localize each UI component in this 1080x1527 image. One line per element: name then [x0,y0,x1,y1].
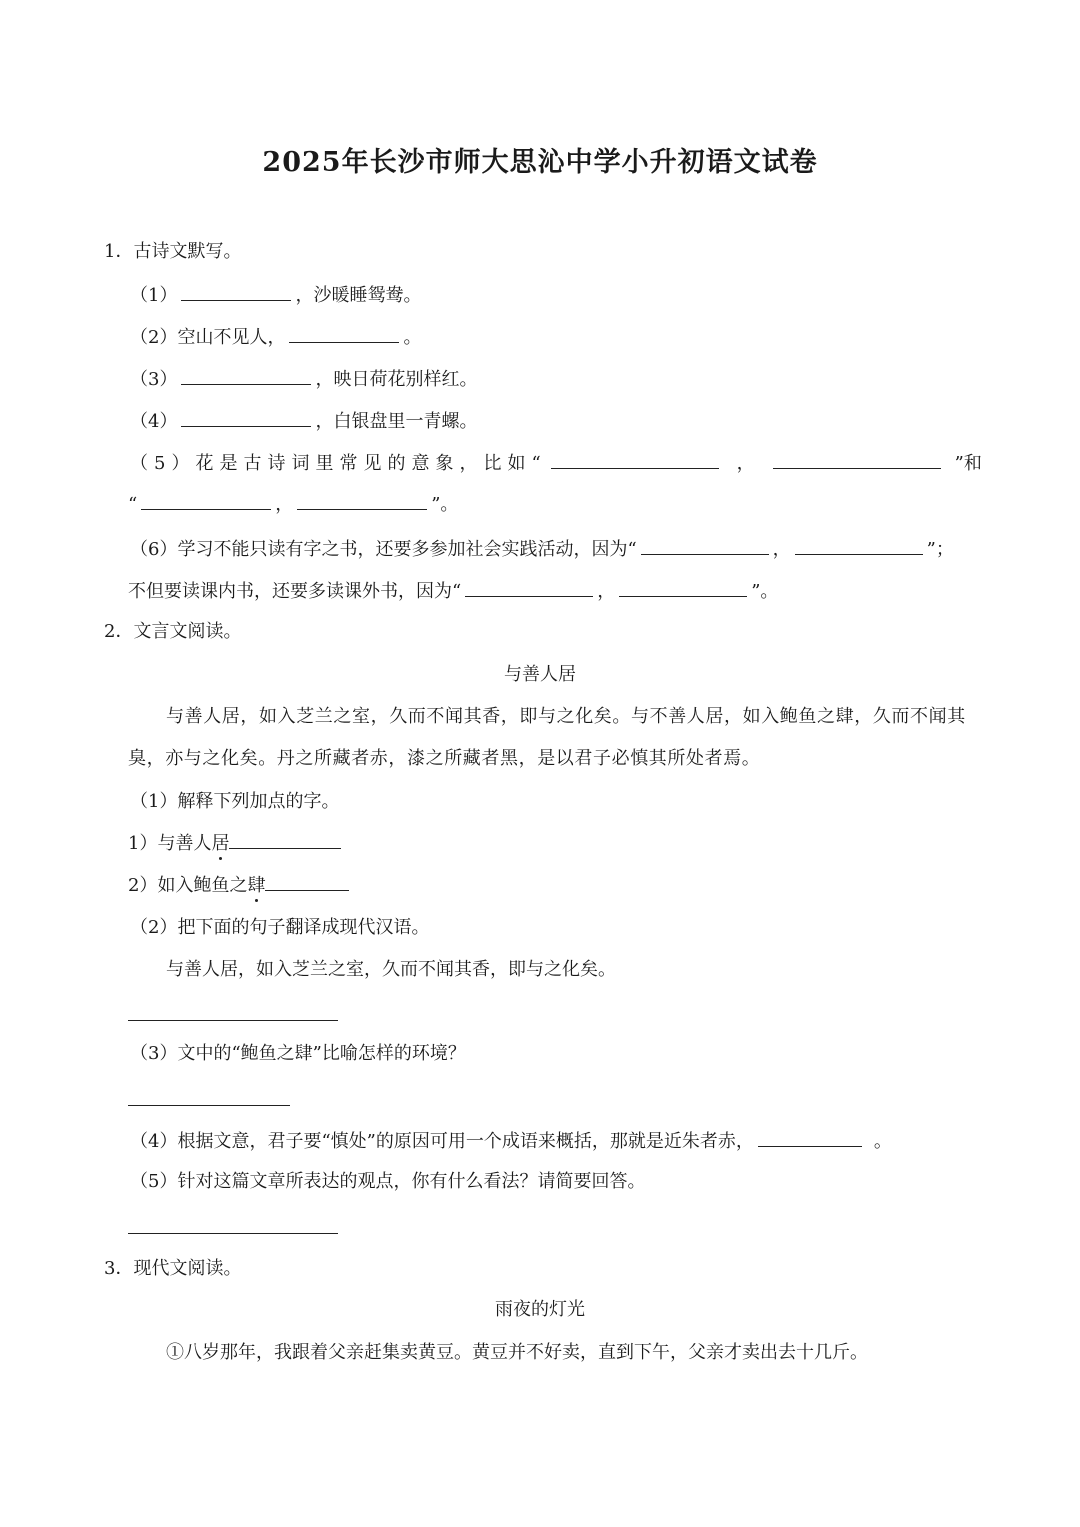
q1-s4 [130,408,477,434]
q2-sub1-item2 [128,872,353,898]
q2-sub1-item2-blank[interactable] [265,872,349,891]
q2-heading: 2．文言文阅读。 [104,621,242,642]
q1-s6-blank-2[interactable] [795,536,923,555]
q1-s5-blank-2[interactable] [773,450,941,469]
q2-sub4-blank[interactable] [758,1128,862,1147]
q1-s4-text: ，白银盘里一青螺。 [315,411,478,432]
q1-s5-comma: ， [736,453,755,474]
q1-s5-text: （5）花是古诗词里常见的意象，比如“ [130,453,547,474]
q1-s2-text: （2）空山不见人， [130,327,286,348]
q1-s4-prefix: （4） [130,411,178,432]
q2-sub4-end: 。 [873,1131,892,1152]
q1-s2-end: 。 [403,327,422,348]
q2-sub1-item2-dotted-char: 肆 [247,875,266,896]
q2-sub1-item2-text: 2）如入鲍鱼之 [128,875,248,896]
q1-s6-blank-1[interactable] [641,536,769,555]
q1-s6-text: （6）学习不能只读有字之书，还要多参加社会实践活动，因为“ [130,539,637,560]
q1-s3-blank[interactable] [181,366,311,385]
q1-s1-prefix: （1） [130,285,178,306]
q2-sub4-text: （4）根据文意，君子要“慎处”的原因可用一个成语来概括，那就是近朱者赤， [130,1131,754,1152]
q1-s6-close: ”； [926,539,954,560]
q1-s5-blank-4[interactable] [297,491,427,510]
q1-s6-text-2: 不但要读课内书，还要多读课外书，因为“ [128,581,462,602]
q1-s6-blank-4[interactable] [619,578,747,597]
q1-s5-open-quote: “ [128,494,138,515]
q2-sub5-answer-line[interactable] [128,1233,338,1234]
q3-heading: 3．现代文阅读。 [104,1258,242,1279]
q2-sub4 [130,1128,892,1154]
q2-sub2-quote: 与善人居，如入芝兰之室，久而不闻其香，即与之化矣。 [166,959,616,980]
q1-s5-comma-2: ， [275,494,294,515]
q2-passage-line-2: 臭，亦与之化矣。丹之所藏者赤，漆之所藏者黑，是以君子必慎其所处者焉。 [128,748,761,769]
q1-s5-line1 [130,450,982,476]
q1-s1-text: ，沙暖睡鸳鸯。 [295,285,422,306]
q1-s6-blank-3[interactable] [465,578,593,597]
q2-sub3-answer-line[interactable] [128,1105,290,1106]
q1-s3 [130,366,477,392]
q1-s5-close: ”。 [431,494,459,515]
q1-heading: 1．古诗文默写。 [104,241,242,262]
q1-s2 [130,324,421,350]
q1-s1-blank[interactable] [181,282,291,301]
q2-passage-line-1: 与善人居，如入芝兰之室，久而不闻其香，即与之化矣。与不善人居，如入鲍鱼之肆，久而不闻其 [166,706,966,727]
q1-s2-blank[interactable] [289,324,399,343]
q2-sub2-answer-line[interactable] [128,1020,338,1021]
q2-sub1-item1-text: 1）与善人 [128,833,212,854]
q2-sub2: （2）把下面的句子翻译成现代汉语。 [130,917,430,938]
q1-s6-line2 [128,578,778,604]
q2-sub1-item1 [128,830,345,856]
q1-s5-line2 [128,491,458,517]
q1-s4-blank[interactable] [181,408,311,427]
q2-sub3: （3）文中的“鲍鱼之肆”比喻怎样的环境？ [130,1043,466,1064]
q3-passage-line-1: ①八岁那年，我跟着父亲赶集卖黄豆。黄豆并不好卖，直到下午，父亲才卖出去十几斤。 [166,1342,868,1363]
q1-s3-prefix: （3） [130,369,178,390]
q1-s5-and: ”和 [954,453,982,474]
exam-title: 2025年长沙市师大思沁中学小升初语文试卷 [262,147,818,178]
q2-sub1-item1-blank[interactable] [229,830,341,849]
q1-s3-text: ，映日荷花别样红。 [315,369,478,390]
q3-passage-title: 雨夜的灯光 [495,1299,585,1320]
q2-sub1: （1）解释下列加点的字。 [130,791,340,812]
q1-s6-comma-2: ， [597,581,616,602]
q2-sub5: （5）针对这篇文章所表达的观点，你有什么看法？请简要回答。 [130,1171,646,1192]
q1-s6-close-2: ”。 [751,581,779,602]
q1-s1 [130,282,421,308]
q1-s6-line1 [130,536,954,562]
q2-passage-title: 与善人居 [504,664,576,685]
q1-s5-blank-1[interactable] [551,450,719,469]
q2-sub1-item1-dotted-char: 居 [211,833,230,854]
q1-s5-blank-3[interactable] [141,491,271,510]
q1-s6-comma: ， [772,539,791,560]
